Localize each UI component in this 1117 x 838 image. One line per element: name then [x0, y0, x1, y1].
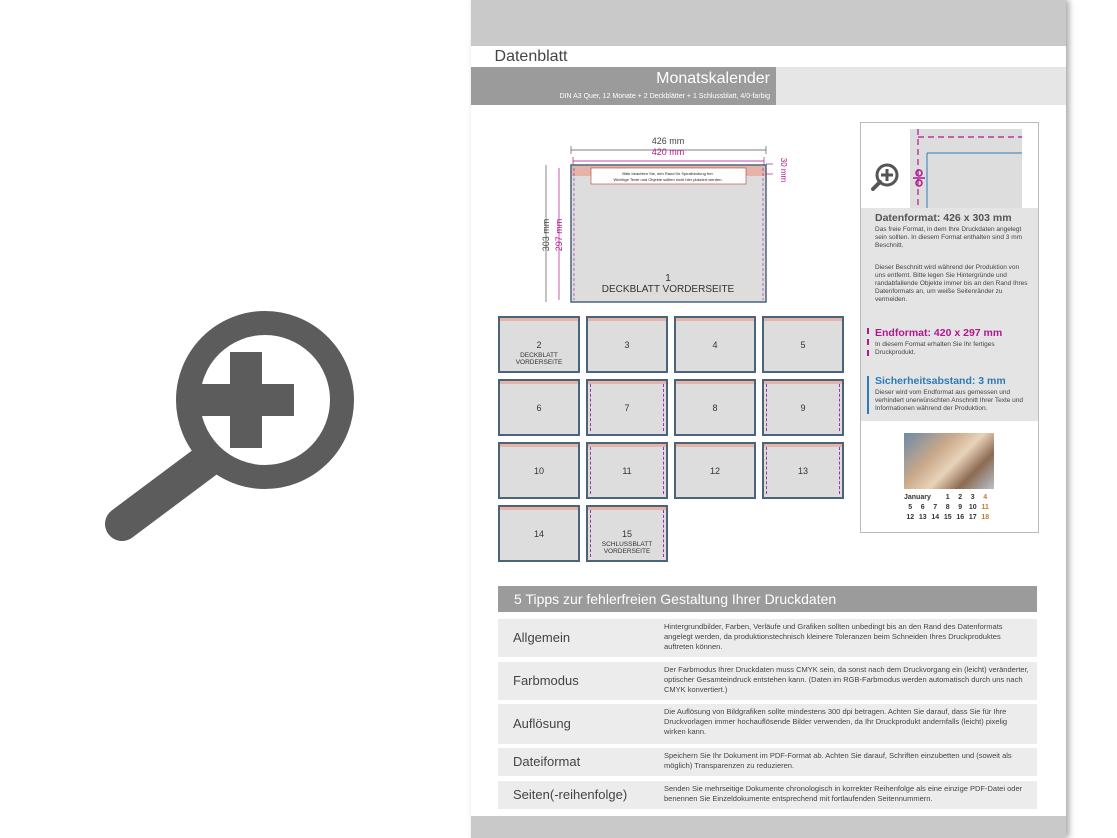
- page-label: VORDERSEITE: [515, 359, 563, 366]
- endformat-title: Endformat: 420 x 297 mm: [875, 327, 1003, 339]
- page-thumbnail: [674, 379, 756, 436]
- page-thumbnail: [586, 379, 668, 436]
- calendar-row-1: [904, 493, 994, 503]
- page-bleed-strip: [500, 507, 578, 510]
- tip-row: [498, 781, 1037, 809]
- calendar-day: 7: [933, 504, 938, 511]
- page-bleed-strip: [676, 318, 754, 321]
- datenformat-text-1: Das freie Format, in dem Ihre Druckdaten angelegt sein sollten. In diesem Format enthalten sind 3 mm Beschnitt.: [875, 226, 1023, 249]
- calendar-month: January: [904, 494, 931, 501]
- page-thumbnail: [498, 442, 580, 499]
- page-thumbnail: [498, 505, 580, 562]
- page-bleed-strip: [588, 381, 666, 384]
- page-number: 4: [712, 340, 718, 350]
- height-full-label: 303 mm: [541, 218, 551, 252]
- page-bleed-strip: [500, 318, 578, 321]
- sicherheit-text: Dieser wird vom Endformat aus gemessen und verhindert unerwünschten Anschnitt Ihrer Texte und Informationen während der Produktion.: [875, 389, 1024, 412]
- page-bleed-strip: [500, 381, 578, 384]
- calendar-day: 1: [945, 494, 950, 501]
- zoom-in-icon[interactable]: [100, 290, 370, 560]
- calendar-day: 8: [945, 504, 950, 511]
- calendar-day: 9: [958, 504, 963, 511]
- page-bleed-strip: [500, 444, 578, 447]
- sicherheit-marker: [867, 376, 869, 414]
- cover-label: DECKBLATT VORDERSEITE: [601, 284, 735, 295]
- calendar-day: 13: [918, 514, 927, 521]
- page-thumbnail: [586, 442, 668, 499]
- tip-label: Auflösung: [513, 716, 571, 731]
- calendar-day: 16: [956, 514, 965, 521]
- tip-row: [498, 748, 1037, 776]
- page-thumbnail: [762, 316, 844, 373]
- datasheet-page: [471, 0, 1066, 838]
- page-bleed-strip: [676, 381, 754, 384]
- page-bleed-strip: [588, 444, 666, 447]
- height-final-label: 297 mm: [554, 218, 564, 252]
- page-bleed-strip: [588, 318, 666, 321]
- page-number: 15: [621, 529, 632, 539]
- endformat-marker: [867, 328, 869, 356]
- page-number: 5: [800, 340, 806, 350]
- tip-label: Seiten(-reihenfolge): [513, 787, 628, 802]
- header-band: [471, 67, 776, 105]
- calendar-thumbnail: [904, 433, 994, 523]
- format-info-text: [861, 208, 1038, 421]
- calendar-day: 10: [968, 504, 977, 511]
- width-full-label: 426 mm: [651, 136, 685, 146]
- cover-note-2: Wichtige Texte und Objekte sollten nicht hier platziert werden.: [613, 177, 723, 182]
- page-label: SCHLUSSBLATT: [601, 541, 653, 548]
- page-bleed-strip: [764, 318, 842, 321]
- width-final-label: 420 mm: [651, 147, 685, 157]
- magnifier-icon: [873, 165, 897, 189]
- page-thumbnail: [762, 379, 844, 436]
- document-subtitle: DIN A3 Quer, 12 Monate + 2 Deckblätter + 1 Schlussblatt, 4/0-farbig: [559, 93, 770, 100]
- format-info-panel: [860, 122, 1039, 533]
- page-number: 3: [624, 340, 630, 350]
- page-thumbnail: [498, 379, 580, 436]
- tip-text: Speichern Sie Ihr Dokument im PDF-Format ab. Achten Sie darauf, Schriften einzubetten und (soweit als möglich) Transparenzen zu reduzieren.: [664, 751, 1012, 770]
- cover-diagram: [541, 130, 811, 305]
- page-number: 10: [533, 466, 544, 476]
- page-thumbnail: [586, 505, 668, 562]
- cover-note-1: Bitte beachten Sie, den Rand für Spiralbindung frei.: [622, 171, 714, 176]
- header-band-right: [776, 67, 1066, 105]
- page-label: VORDERSEITE: [603, 548, 651, 555]
- page-number: 9: [800, 403, 806, 413]
- page-number: 7: [624, 403, 630, 413]
- page-bleed-strip: [588, 507, 666, 510]
- bleed-zoom-preview: [861, 123, 1038, 208]
- datenformat-title: Datenformat: 426 x 303 mm: [875, 212, 1012, 224]
- bleed-label: 30 mm: [779, 157, 788, 183]
- page-number: 11: [622, 466, 632, 476]
- calendar-row-3: [904, 513, 994, 523]
- page-number: 12: [709, 466, 720, 476]
- tip-text: Der Farbmodus Ihrer Druckdaten muss CMYK sein, da sonst nach dem Druckvorgang ein (leicht) veränderter, optischer Gesamteindruck entstehen kann. (Daten im RGB-Farbmodus werden automatisch durch uns nach CMYK konvertiert.): [664, 665, 1029, 694]
- page-thumbnail: [762, 442, 844, 499]
- tip-row: [498, 704, 1037, 744]
- calendar-day: 4: [983, 494, 988, 501]
- tips-heading: 5 Tipps zur fehlerfreien Gestaltung Ihrer Druckdaten: [498, 586, 1037, 612]
- calendar-day: 12: [906, 514, 915, 521]
- tip-row: [498, 619, 1037, 657]
- calendar-day: 18: [981, 514, 990, 521]
- tip-row: [498, 662, 1037, 700]
- document-label: Datenblatt: [471, 47, 591, 67]
- calendar-day: 5: [908, 504, 913, 511]
- page-bleed-strip: [676, 444, 754, 447]
- calendar-grid: [904, 493, 994, 523]
- datenformat-text-2: Dieser Beschnitt wird während der Produktion von uns entfernt. Bitte legen Sie Hintergründe und randabfallende Objekte immer bis an den Rand Ihres Datenformats an, um weiße Seitenränder zu vermeiden.: [875, 264, 1028, 303]
- calendar-row-2: [904, 503, 994, 513]
- page-thumbnail: [498, 316, 580, 373]
- calendar-day: 11: [981, 504, 989, 511]
- tip-text: Senden Sie mehrseitige Dokumente chronologisch in korrekter Reihenfolge als eine einzige PDF-Datei oder benennen Sie Einzeldokumente entsprechend mit fortlaufenden Seitennummern.: [664, 784, 1023, 803]
- cover-number: 1: [665, 273, 671, 284]
- tip-label: Allgemein: [513, 630, 571, 645]
- page-number: 2: [536, 340, 542, 350]
- tip-text: Hintergrundbilder, Farben, Verläufe und Grafiken sollten unbedingt bis an den Rand des Datenformats angelegt werden, da produktionstechnisch kleinere Toleranzen beim Schneiden Ihres Druckproduktes auftreten können.: [664, 622, 1003, 651]
- page-number: 6: [536, 403, 542, 413]
- page-bleed-strip: [764, 444, 842, 447]
- sheet-top-band: [471, 0, 1066, 46]
- page-number: 8: [712, 403, 718, 413]
- tip-label: Farbmodus: [513, 673, 579, 688]
- sicherheit-title: Sicherheitsabstand: 3 mm: [875, 375, 1006, 387]
- page-bleed-strip: [764, 381, 842, 384]
- calendar-day: 3: [970, 494, 975, 501]
- tip-label: Dateiformat: [513, 754, 581, 769]
- calendar-day: 14: [931, 514, 940, 521]
- endformat-text: In diesem Format erhalten Sie Ihr fertiges Druckprodukt.: [875, 341, 995, 356]
- page-thumbnail: [674, 442, 756, 499]
- calendar-photo: [904, 433, 994, 489]
- page-number: 14: [533, 529, 544, 539]
- calendar-day: 2: [958, 494, 963, 501]
- calendar-day: 6: [920, 504, 925, 511]
- document-title: Monatskalender: [656, 70, 770, 87]
- page-number: 13: [797, 466, 808, 476]
- page-label: DECKBLATT: [520, 352, 558, 359]
- page-thumbnail: [586, 316, 668, 373]
- page-thumbnail: [674, 316, 756, 373]
- calendar-day: 15: [943, 514, 952, 521]
- calendar-day: 17: [968, 514, 977, 521]
- sheet-bottom-band: [471, 816, 1066, 838]
- tip-text: Die Auflösung von Bildgrafiken sollte mindestens 300 dpi betragen. Achten Sie darauf, dass Sie für Ihre Druckvorlagen immer hochauflösende Bilder verwenden, da Ihr Druckprodukt andernfalls (leicht) pixelig wirken kann.: [664, 707, 1008, 736]
